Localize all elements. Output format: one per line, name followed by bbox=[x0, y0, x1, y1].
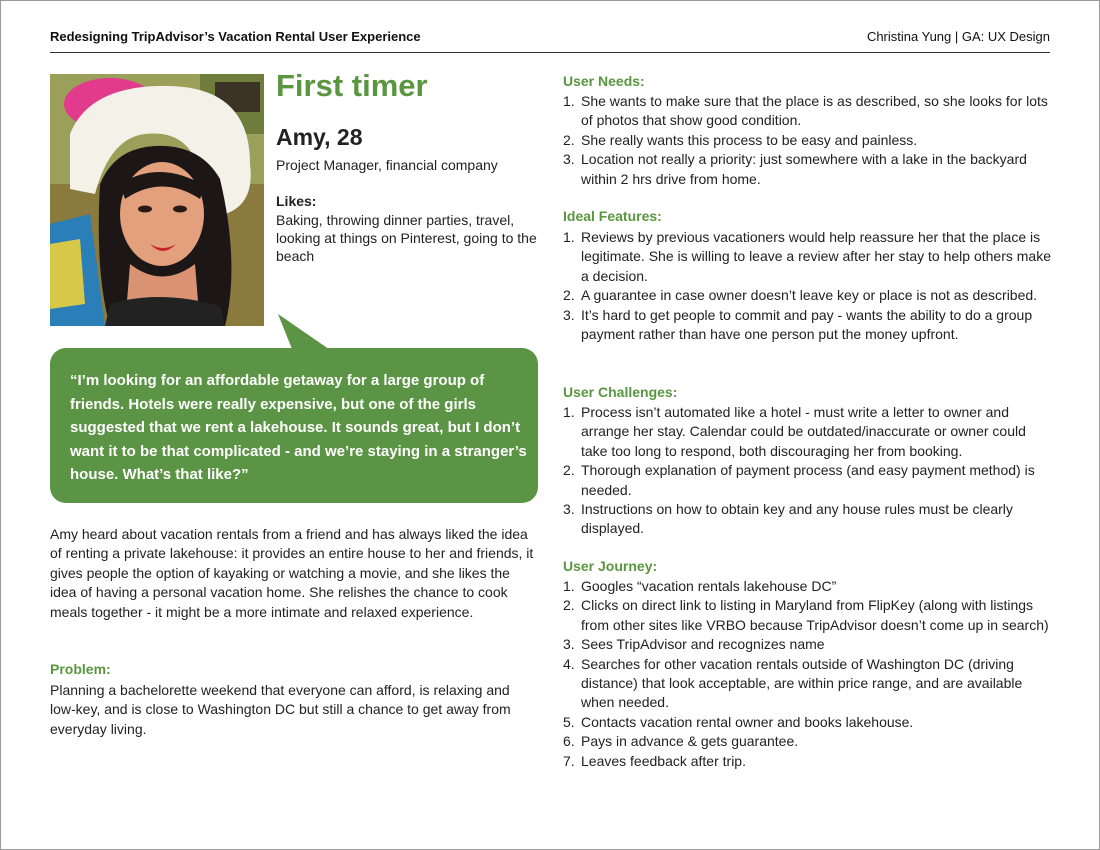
user-journey-list bbox=[563, 577, 1055, 771]
list-item-text: Pays in advance & gets guarantee. bbox=[581, 733, 799, 750]
document-title: Redesigning TripAdvisor’s Vacation Rental User Experience bbox=[50, 29, 421, 44]
list-item bbox=[563, 596, 1055, 635]
list-item-number: 4. bbox=[563, 655, 575, 672]
list-item-text: Leaves feedback after trip. bbox=[581, 752, 746, 769]
persona-quote: “I’m looking for an affordable getaway for a large group of friends. Hotels were really expensive, but one of the girls suggested that we rent a lakehouse. It sounds great, but I don’t want it to be that complicated - and we’re staying in a stranger’s house. What’s that like?” bbox=[70, 372, 527, 483]
list-item-number: 3. bbox=[563, 151, 575, 168]
list-item bbox=[563, 635, 1055, 654]
list-item-text: Clicks on direct link to listing in Maryland from FlipKey (along with listings from other sites like VRBO because TripAdvisor doesn’t come up in search) bbox=[581, 597, 1049, 633]
list-item-number: 2. bbox=[563, 597, 575, 614]
list-item bbox=[563, 403, 1055, 461]
list-item-number: 1. bbox=[563, 404, 575, 420]
persona-type: First timer bbox=[276, 68, 428, 103]
ideal-features-list bbox=[563, 228, 1055, 344]
user-needs-list bbox=[563, 92, 1055, 189]
persona-job: Project Manager, financial company bbox=[276, 157, 498, 173]
list-item bbox=[563, 713, 1055, 732]
persona-photo bbox=[50, 74, 264, 326]
list-item bbox=[563, 92, 1055, 131]
list-item-number: 3. bbox=[563, 501, 575, 518]
header-divider bbox=[50, 52, 1050, 53]
ideal-features-heading: Ideal Features: bbox=[563, 208, 662, 224]
list-item-text: Instructions on how to obtain key and any house rules must be clearly displayed. bbox=[581, 501, 1013, 537]
author-credit: Christina Yung | GA: UX Design bbox=[866, 29, 1050, 44]
list-item-text: She really wants this process to be easy and painless. bbox=[581, 131, 918, 148]
list-item-number: 1. bbox=[563, 93, 575, 109]
list-item bbox=[563, 228, 1055, 286]
user-journey-heading: User Journey: bbox=[563, 558, 658, 574]
list-item-number: 2. bbox=[563, 287, 575, 304]
list-item-text: It’s hard to get people to commit and pay - wants the ability to do a group payment rather than have one person put the money upfront. bbox=[581, 306, 1033, 343]
list-item-text: Contacts vacation rental owner and books lakehouse. bbox=[581, 713, 914, 730]
list-item-text: Reviews by previous vacationers would help reassure her that the place is legitimate. She is willing to leave a review after her stay to help others make a decision. bbox=[581, 229, 1052, 284]
likes-heading: Likes: bbox=[276, 193, 317, 209]
list-item bbox=[563, 131, 1055, 150]
list-item bbox=[563, 752, 1055, 771]
list-item-text: A guarantee in case owner doesn’t leave key or place is not as described. bbox=[581, 287, 1038, 304]
problem-heading: Problem: bbox=[50, 661, 111, 677]
list-item bbox=[563, 500, 1055, 539]
persona-name: Amy, 28 bbox=[276, 124, 363, 150]
list-item-number: 5. bbox=[563, 713, 575, 730]
list-item bbox=[563, 577, 1055, 596]
list-item bbox=[563, 150, 1055, 189]
list-item-number: 1. bbox=[563, 578, 575, 594]
user-challenges-list bbox=[563, 403, 1055, 539]
list-item-text: Location not really a priority: just somewhere with a lake in the backyard within 2 hrs drive from home. bbox=[581, 151, 1027, 187]
list-item-number: 3. bbox=[563, 636, 575, 653]
likes-text: Baking, throwing dinner parties, travel, looking at things on Pinterest, going to the beach bbox=[276, 212, 537, 264]
list-item bbox=[563, 286, 1055, 305]
list-item-text: Thorough explanation of payment process (and easy payment method) is needed. bbox=[581, 462, 1035, 498]
list-item-text: Sees TripAdvisor and recognizes name bbox=[581, 636, 825, 653]
list-item bbox=[563, 306, 1055, 345]
list-item-number: 6. bbox=[563, 733, 575, 750]
list-item-number: 7. bbox=[563, 752, 575, 769]
list-item-text: Searches for other vacation rentals outside of Washington DC (driving distance) that look acceptable, are within price range, and are available when needed. bbox=[581, 655, 1023, 711]
list-item bbox=[563, 655, 1055, 713]
list-item-text: She wants to make sure that the place is as described, so she looks for lots of photos that show good condition. bbox=[581, 93, 1048, 129]
user-needs-heading: User Needs: bbox=[563, 73, 645, 89]
list-item-text: Googles “vacation rentals lakehouse DC” bbox=[581, 578, 837, 594]
problem-text: Planning a bachelorette weekend that everyone can afford, is relaxing and low-key, and is close to Washington DC but still a chance to get away from everyday living. bbox=[50, 682, 511, 737]
list-item-text: Process isn’t automated like a hotel - must write a letter to owner and arrange her stay. Calendar could be outdated/inaccurate or owner could take too long to respond, both discouraging her from booking. bbox=[581, 404, 1026, 459]
list-item bbox=[563, 461, 1055, 500]
persona-story: Amy heard about vacation rentals from a friend and has always liked the idea of renting a private lakehouse: it provides an entire house to her and friends, it gives people the option of kayaking or watching a movie, and she likes the idea of having a personal vacation home. She relishes the chance to cook meals together - it might be a more intimate and relaxed experience. bbox=[50, 526, 534, 620]
user-challenges-heading: User Challenges: bbox=[563, 384, 678, 400]
list-item-number: 3. bbox=[563, 306, 575, 323]
list-item-number: 2. bbox=[563, 462, 575, 479]
list-item-number: 2. bbox=[563, 131, 575, 148]
list-item bbox=[563, 732, 1055, 751]
list-item-number: 1. bbox=[563, 229, 575, 245]
